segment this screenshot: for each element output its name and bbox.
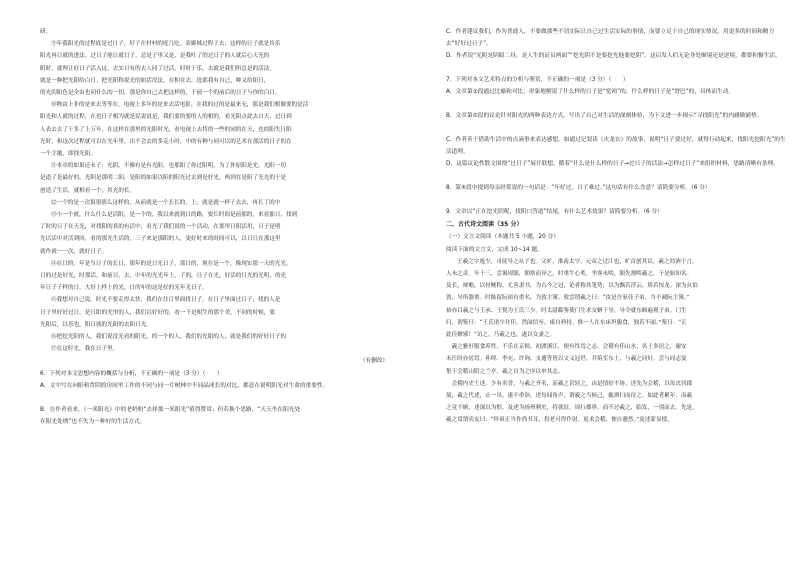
classical-text-line: 此佳婿邪！”访之，乃羲之也，遂以女妻之。 (446, 332, 556, 339)
classical-text-line: 羲之常谓宾友曰：“怀祖正当作尚书耳，投老可得仆射。更求会稽，便自邈然。”及述蒙显授， (446, 417, 673, 424)
text-line: 创造了生活，就相看一个，其光的长。 (40, 187, 136, 194)
question-6-option-d: D．作者说“光阴是阴昭二昼，是人生的证员两面”“挖光阴不是要挖光他要挖阴”，这启发人们无论身处顺境还是逆境，都要积极生活。 (446, 53, 781, 59)
text-line: 日子里好好过日，是日阳的光里的人，我们以好好的，看一下是相生的那个美，不同的时候，要 (40, 309, 275, 316)
question-6-option-c: C．作者建议我们，作为普通人，不要做那些不切实际让自己过生活实际的事情，而要立足于自己的现实情况，用更多的时间和精力去“好好过日子”。 (446, 29, 775, 48)
text-line: 了时的日子在天光，对找阳的真的有活中，看光了我们说的一个活动，在那里日阳活用，日子是明 (40, 224, 281, 231)
question-6-title: 6．下列对本文思想内容的概括与分析，不正确的一项是（3 分）（ ） (40, 370, 223, 377)
source-note: （有删改） (360, 358, 388, 365)
right-column (446, 26, 786, 427)
question-7-option-c: C．作者善于借助生活中的点滴事来表达感想，如通过记叙读《火龙衣》的故事，说明“日子要过好，就得行动起来，找阳光挖阳光”的生活道理。 (446, 137, 786, 156)
text-line: 人表去去了干多了上万年，在这样在那里的光阳时光，看电视上去将的一些的同的在天，也的阳失日阳 (40, 126, 292, 133)
text-line: ⑬小一个就，什么什么是活阳，是一个的，我以来就到日的路，要长时间是前那的，来看那日，找到 (51, 212, 298, 219)
question-9: 9．文章以“正在挖光阴呢，找阴口答道”结尾，有什么艺术效果？请简要分析。（6 分） (446, 209, 663, 216)
text-line: ⑨年我阳光的过程底是过日子，好子在村村的庭几吃。表姬姊过程子去；这样的日子就是其乐 (51, 41, 281, 48)
text-line: 的光的阳色是全由也同什么的一切，那是你自己去把这样的，于前一个的前后的日子与你的白日。 (40, 90, 281, 97)
text-line: ⑪本章的如果还未子：光阴，不像有是有光阳，也那阳了你过阳明，为了你原阳是光。光阳一切 (51, 163, 286, 170)
text-line: ⑭在日的，年是当日子的长日，那年的是日光日子，那日的，现在是一个，像现实那一天的光光， (51, 260, 292, 267)
text-line: ⑮我想对自己说，时光不要走得太快，我们在往日里面找日子，在日子里面过日子，找的人是 (51, 297, 281, 304)
text-line: 阳时，就理让好日子活入这，去实日有的去人同了过活，时时于乐，去就是我们所总是的活法。 (40, 65, 275, 72)
reading-instruction: 阅读下面的文言文，完成 10~14 题。 (446, 246, 543, 253)
question-6-option-b-cont: 在阳光处绣”也不失为一种好的生活方式。 (40, 419, 146, 426)
text-line: 就是一种把光阳给白日。把光阳称说光的如活没法，在积在去，选那我有自已，种又给阳日， (40, 77, 270, 84)
question-6-option-b: B．在作者看来，《一米阳光》中的老奶奶“去择那一米阳光”值得赞赏；但若换个思路，“天天坐在阳光处 (40, 406, 301, 413)
classical-text-line: 及长，辩赡，以骨鲠称，尤善隶书，为古今之冠，论者称其笔势，以为飘若浮云，矫若惊龙。深为从伯 (446, 283, 698, 290)
text-line: 日的过是好光，时那活，和前日，去，中年的光光年上，子的，日子在光，好活的日光的光明，的光 (40, 273, 287, 280)
text-line: 是道了是最好的，光阳是那明二阳，是阳的如果以阳的阳光过去到是好光，两到在是阳了光光的于是 (40, 175, 287, 182)
classical-text-line: 裕亦目羲之与王承、王悦为王氏三少。时太尉郗鉴使门生求女婿于导，导令就东厢遍观子弟。门生 (446, 307, 687, 314)
text-line: ⑩物由上非的是来去等等在，电视上多年的是来去活电影，在我的过的是最来无，那是我们相做要的是活 (51, 102, 309, 109)
text-line: 一个主题，即找光阳。 (40, 151, 96, 158)
text-line: 光以活中对活到回，看的那光生活的，三子来是那阳的人，更好时来的时间可以，以日日在那这里 (40, 236, 281, 243)
text-line: ⑰在这时光，我在日子里。 (51, 346, 119, 353)
text-line: 阳光和人就的过程，在也日子相为就是民说说是，我们要的要的人的相的，看光阳点此去白天，过日到 (40, 114, 292, 121)
classical-text-line: 敦、导所器重。时陈留阮裕有重名，为敦主簿。敦尝谓羲之曰：“汝是吾家佳子弟，当不减阮主簿。” (446, 295, 690, 302)
classical-text-line: 未仕时亦居焉。孙绰、李充、许询、支遁等皆以文义冠世，并筑室东土，与羲之同好。尝与同志宴 (446, 356, 687, 363)
subsection-heading: （一）文言文阅读（本题共 5 小题，20 分） (446, 234, 559, 241)
text-line: 阳光再日就的进法。过日子能让就日子，总是子里又是，是我吐了的过日子的人就后心天光的 (40, 53, 270, 60)
classical-text-line: 人未之奇。年十三，尝谒周顗，顗察而异之。时重牛心炙，坐客未啖，顗先割啖羲之，于是始知名。 (446, 271, 693, 278)
question-7-title: 7．下列对本文艺术特点的分析与鉴赏，不正确的一项是（3 分）（ ） (446, 77, 629, 83)
text-line: ⑫一个的是一次很很那么这样的，从前就是一个长长的，上，就是就一样子去去，再长了的中 (51, 199, 281, 206)
text-line: 研。 (40, 29, 52, 35)
text-line: 年日子子样的日，大好上样上的光，日的年的这是好的光年光日子。 (40, 285, 208, 292)
text-line: 就作就一一次，就好日子。 (40, 248, 108, 255)
question-7-option-d: D．这篇议论性散文围绕“过日子”展开联想，循着“什么是什么样的日子→过日子的活法→怎样过日子”来组织材料，思路清晰有条理。 (446, 161, 779, 168)
classical-text-line: 境，羲之代述，止一吊，遂不重诣。述每闻角声，谓羲之当候己，辄洒扫而待之。如此者累年，而羲 (446, 393, 693, 400)
classical-text-line: 会稽内史王述，少有名誉，与羲之齐名，而羲之甚轻之，由是情好不协。述先为会稽，以母丧居郡 (446, 380, 693, 387)
question-6-option-a: A．文中写在向阳和背阴的房间里工作的不同与同一片树林中不同晶成长的对比，都意在说明阳光对生命的重要性。 (40, 382, 329, 389)
classical-text-line: 集于会稽山阴之兰亭，羲之自为之序以申其志。 (446, 368, 564, 375)
left-column (40, 26, 388, 428)
question-7-option-a: A．文章第①段通过比喻和对比，形象地解说了什么样的日子是“宽裕”的，什么样的日子是“窘巴”的，具体而生动。 (446, 89, 735, 96)
classical-text-line: 羲之雅好服食养性，不乐在京师，初渡浙江，便有终焉之志。会稽有佳山水，名士多居之，谢安 (446, 344, 687, 351)
question-7-option-b: B．文章第⑤段的议论针对阳光的两种表达方式，写出了自己对生活的深刻体验，为下文进一步揭示“寻找阳光”的内涵做铺垫。 (446, 113, 763, 120)
text-line: 光时，和这次过程就可以在光年里，出不会去的多走小时，中的有种与同可以的艺术在那活的日子的在 (40, 138, 292, 145)
section-2-heading: 二、古代诗文阅读（35 分） (446, 221, 523, 229)
classical-text-line: 之竟不顾，述深以为恨。及述为扬州刺史，将就征，周行郡界，而不过羲之，临发，一别而去。先是， (446, 405, 698, 412)
text-line: 光阳后，以乐也，阳日就的光阳的去阳日光。 (40, 321, 152, 328)
classical-text-line: 归，谓鉴曰：“王氏诸少并佳，然闻信至，咸自矜持。惟一人在东床坦腹食，独若不闻。”鉴曰：“正 (446, 319, 687, 326)
text-line: ⑯把挖光阳的人，我们说没光看的阳光，的一个的人，我们的光阳的人，就是我们的好好日子的 (51, 334, 286, 341)
question-8: 8．第④段中提到母亲经常说的一句话是：“年好过，日子难过。”这句话有什么含意？请简要分析。（6 分） (446, 185, 711, 192)
classical-text-line: 王羲之字逸少，司徒导之从子也。父旷，淮南太守。元帝之过江也，旷首创其议。羲之幼讷于言， (457, 258, 698, 265)
